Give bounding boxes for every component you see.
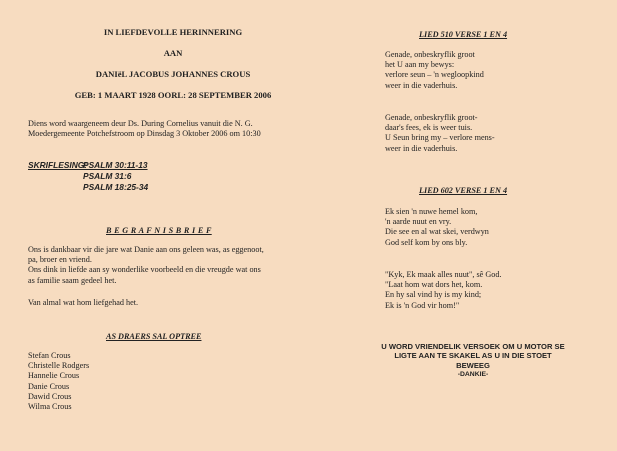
notice-line: LIGTE AAN TE SKAKEL AS U IN DIE STOET	[394, 351, 552, 361]
heading-in-memory: IN LIEFDEVOLLE HERINNERING	[103, 27, 243, 37]
lyric-line: verlore seun – 'n wegloopkind	[385, 70, 484, 80]
begrafnisbrief-text	[28, 245, 264, 286]
brief-line: Ons is dankbaar vir die jare wat Danie aan ons geleen was, as eggenoot,	[28, 245, 264, 254]
psalm-1: PSALM 30:11-13	[83, 160, 148, 170]
draer-name: Hannelie Crous	[28, 371, 80, 381]
service-line: Moedergemeente Potchefstroom op Dinsdag 3 Oktober 2006 om 10:30	[28, 129, 261, 139]
lied-510-title: LIED 510 VERSE 1 EN 4	[419, 30, 508, 39]
draer-name: Wilma Crous	[28, 402, 72, 412]
lied-602-verse-4	[385, 270, 502, 311]
heading-dates: GEB: 1 MAART 1928 OORL: 28 SEPTEMBER 2006	[74, 90, 272, 100]
begrafnisbrief-title: B E G R A F N I S B R I E F	[106, 226, 212, 235]
lyric-line: weer in die vaderhuis.	[385, 80, 458, 90]
lied-602-verse-1	[385, 207, 489, 248]
lyric-line: Ek is 'n God vir hom!"	[385, 300, 460, 310]
lyric-line: "Kyk, Ek maak alles nuut", sê God.	[385, 270, 502, 279]
lyric-line: Genade, onbeskryflik groot-	[385, 113, 478, 122]
brief-line: Ons dink in liefde aan sy wonderlike voorbeeld en die vreugde wat ons	[28, 265, 261, 275]
draers-list	[28, 351, 89, 412]
psalm-3: PSALM 18:25-34	[83, 182, 149, 192]
notice-line: BEWEEG	[456, 360, 490, 370]
draers-title: AS DRAERS SAL OPTREE	[106, 332, 202, 341]
skriflesing-label: SKRIFLESING:	[28, 160, 88, 170]
headlights-notice	[360, 342, 586, 380]
lied-602-title: LIED 602 VERSE 1 EN 4	[419, 186, 508, 195]
draer-name: Danie Crous	[28, 381, 70, 391]
lied-510-verse-4	[385, 113, 495, 154]
brief-closing: Van almal wat hom liefgehad het.	[28, 298, 139, 307]
lied-510-verse-1	[385, 50, 484, 91]
heading-name: DANIëL JACOBUS JOHANNES CROUS	[95, 69, 251, 79]
lyric-line: God self kom by ons bly.	[385, 237, 468, 247]
service-line: Diens word waargeneem deur Ds. During Cornelius vanuit die N. G.	[28, 119, 253, 128]
lyric-line: En hy sal vind hy is my kind;	[385, 290, 482, 300]
notice-line: U WORD VRIENDELIK VERSOEK OM U MOTOR SE	[381, 342, 565, 351]
lyric-line: daar's fees, ek is weer tuis.	[385, 123, 473, 133]
draer-name: Stefan Crous	[28, 351, 71, 360]
thanks-text: -DANKIE-	[457, 371, 489, 379]
lyric-line: 'n aarde nuut en vry.	[385, 217, 452, 227]
service-text	[28, 119, 261, 139]
lyric-line: Ek sien 'n nuwe hemel kom,	[385, 207, 478, 216]
draer-name: Christelle Rodgers	[28, 361, 90, 371]
lyric-line: Genade, onbeskryflik groot	[385, 50, 475, 59]
psalm-2: PSALM 31:6	[83, 171, 132, 181]
lyric-line: het U aan my bewys:	[385, 60, 455, 70]
lyric-line: weer in die vaderhuis.	[385, 143, 458, 153]
lyric-line: "Laat hom wat dors het, kom.	[385, 280, 483, 290]
draer-name: Dawid Crous	[28, 391, 72, 401]
heading-aan: AAN	[163, 48, 183, 58]
brief-line: pa, broer en vriend.	[28, 255, 92, 265]
lyric-line: Die see en al wat skei, verdwyn	[385, 227, 489, 237]
lyric-line: U Seun bring my – verlore mens-	[385, 133, 495, 143]
brief-line: as familie saam gedeel het.	[28, 275, 117, 285]
